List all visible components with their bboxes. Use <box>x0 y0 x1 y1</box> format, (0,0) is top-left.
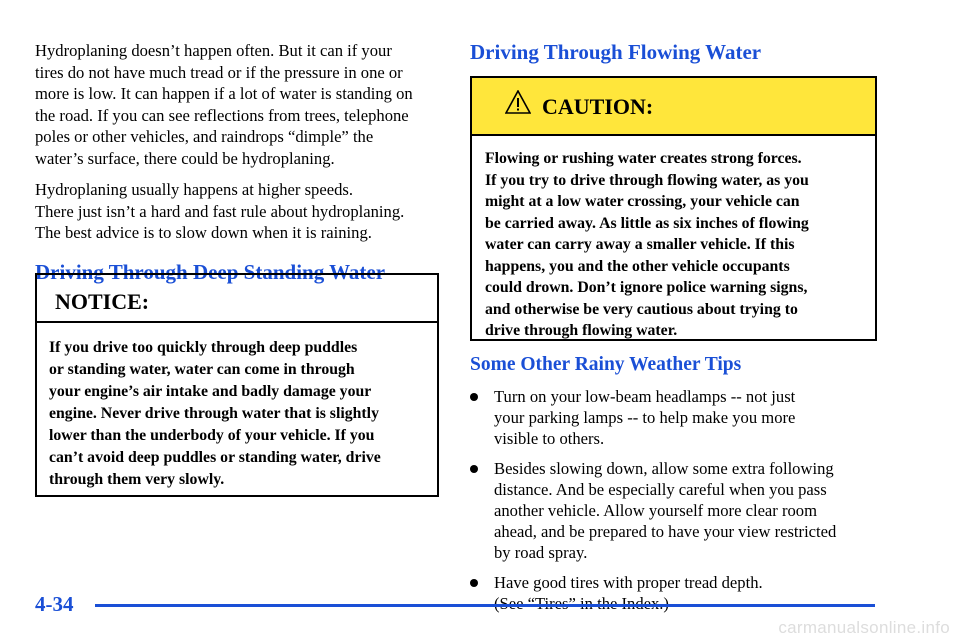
text-line: Hydroplaning usually happens at higher speeds. <box>35 180 353 199</box>
list-item <box>470 386 878 449</box>
left-column <box>35 40 445 285</box>
tip-line: Have good tires with proper tread depth. <box>494 573 763 592</box>
tip-line: Turn on your low-beam headlamps -- not just <box>494 387 796 406</box>
footer-rule <box>95 604 875 607</box>
text-line: more is low. It can happen if a lot of water is standing on <box>35 84 413 103</box>
list-item <box>470 572 878 614</box>
caution-header <box>472 78 875 136</box>
text-line: The best advice is to slow down when it is raining. <box>35 223 372 242</box>
subheading-rainy-tips: Some Other Rainy Weather Tips <box>470 354 742 375</box>
tip-line: by road spray. <box>494 543 588 562</box>
caution-box <box>470 76 877 341</box>
tip-line: ahead, and be prepared to have your view restricted <box>494 522 837 541</box>
notice-line: or standing water, water can come in through <box>49 361 355 378</box>
text-line: the road. If you can see reflections from trees, telephone <box>35 105 409 125</box>
tip-line: visible to others. <box>494 429 605 448</box>
caution-line: could drown. Don’t ignore police warning signs, <box>485 279 808 296</box>
caution-line: Flowing or rushing water creates strong forces. <box>485 150 802 167</box>
tips-list <box>470 386 878 614</box>
notice-title: NOTICE: <box>37 275 437 323</box>
paragraph-hydroplaning <box>35 40 445 169</box>
list-item <box>470 458 878 563</box>
text-line: poles or other vehicles, and raindrops “dimple” the <box>35 127 374 146</box>
tip-line: another vehicle. Allow yourself more clear room <box>494 501 818 520</box>
right-column <box>470 40 878 65</box>
caution-line: and otherwise be very cautious about trying to <box>485 300 798 318</box>
page-number: 4-34 <box>35 592 74 616</box>
caution-line: happens, you and the other vehicle occupants <box>485 257 790 275</box>
text-line: Hydroplaning doesn’t happen often. But it can if your <box>35 41 392 60</box>
tips-section <box>470 354 878 623</box>
notice-box <box>35 273 439 497</box>
section-heading-standing-water: Driving Through Deep Standing Water <box>35 259 386 284</box>
caution-body <box>472 136 875 342</box>
notice-line: can’t avoid deep puddles or standing water, drive <box>49 449 381 466</box>
text-line: There just isn’t a hard and fast rule about hydroplaning. <box>35 201 405 221</box>
caution-line: If you try to drive through flowing water, as you <box>485 171 809 189</box>
section-heading-flowing-water: Driving Through Flowing Water <box>470 40 762 64</box>
notice-line: lower than the underbody of your vehicle. If you <box>49 427 375 444</box>
tip-line: Besides slowing down, allow some extra following <box>494 459 834 478</box>
text-line: water’s surface, there could be hydroplaning. <box>35 148 335 168</box>
tip-line: distance. And be especially careful when you pass <box>494 480 827 499</box>
caution-line: water can carry away a smaller vehicle. If this <box>485 236 795 253</box>
notice-line: through them very slowly. <box>49 471 225 488</box>
text-line: tires do not have much tread or if the pressure in one or <box>35 62 403 82</box>
caution-line: be carried away. As little as six inches of flowing <box>485 214 809 232</box>
caution-line: drive through flowing water. <box>485 322 678 339</box>
tip-line: your parking lamps -- to help make you more <box>494 408 796 427</box>
caution-title: CAUTION: <box>542 94 654 119</box>
caution-line: might at a low water crossing, your vehicle can <box>485 193 800 210</box>
notice-line: engine. Never drive through water that is slightly <box>49 405 379 422</box>
paragraph-speed <box>35 179 445 244</box>
warning-triangle-icon <box>505 90 531 114</box>
notice-line: your engine’s air intake and badly damage your <box>49 383 372 400</box>
notice-body <box>37 323 437 491</box>
bullet-icon <box>470 393 478 401</box>
bullet-icon <box>470 465 478 473</box>
bullet-icon <box>470 579 478 587</box>
watermark: carmanualsonline.info <box>778 618 950 637</box>
notice-line: If you drive too quickly through deep puddles <box>49 339 358 356</box>
